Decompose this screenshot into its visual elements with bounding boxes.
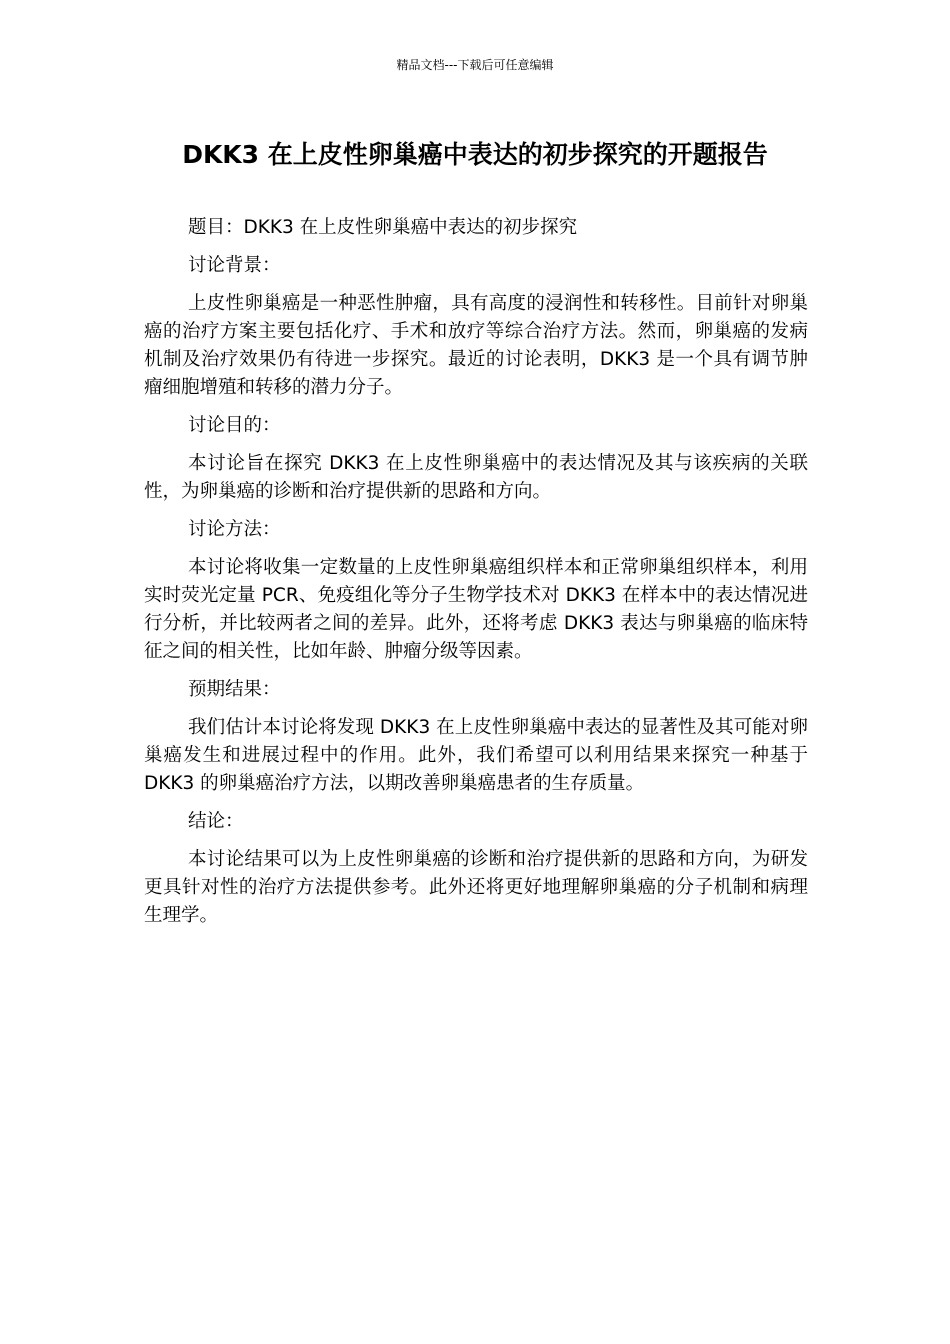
section-heading-conclusion: 结论： bbox=[188, 811, 244, 832]
section-body-purpose: 本讨论旨在探究 DKK3 在上皮性卵巢癌中的表达情况及其与该疾病的关联性，为卵巢癌的诊断和治疗提供新的思路和方向。 bbox=[144, 453, 808, 502]
section-body-conclusion: 本讨论结果可以为上皮性卵巢癌的诊断和治疗提供新的思路和方向，为研发更具针对性的治疗方法提供参考。此外还将更好地理解卵巢癌的分子机制和病理生理学。 bbox=[144, 849, 808, 926]
section-body-methods: 本讨论将收集一定数量的上皮性卵巢癌组织样本和正常卵巢组织样本，利用实时荧光定量 PCR、免疫组化等分子生物学技术对 DKK3 在样本中的表达情况进行分析，并比较两者之间的差异。此外，还将考虑 DKK3 表达与卵巢癌的临床特征之间的相关性，比如年龄、肿瘤分级等因素。 bbox=[144, 557, 808, 662]
section-heading-background: 讨论背景： bbox=[188, 255, 281, 276]
document-body bbox=[144, 214, 808, 940]
subject-line: 题目：DKK3 在上皮性卵巢癌中表达的初步探究 bbox=[188, 217, 578, 238]
section-heading-methods: 讨论方法： bbox=[188, 519, 281, 540]
section-body-background: 上皮性卵巢癌是一种恶性肿瘤，具有高度的浸润性和转移性。目前针对卵巢癌的治疗方案主要包括化疗、手术和放疗等综合治疗方法。然而，卵巢癌的发病机制及治疗效果仍有待进一步探究。最近的讨论表明，DKK3 是一个具有调节肿瘤细胞增殖和转移的潜力分子。 bbox=[144, 293, 808, 398]
document-title: DKK3 在上皮性卵巢癌中表达的初步探究的开题报告 bbox=[182, 140, 768, 169]
header-note: 精品文档---下载后可任意编辑 bbox=[396, 58, 554, 72]
section-body-expected-results: 我们估计本讨论将发现 DKK3 在上皮性卵巢癌中表达的显著性及其可能对卵巢癌发生和进展过程中的作用。此外，我们希望可以利用结果来探究一种基于 DKK3 的卵巢癌治疗方法，以期改善卵巢癌患者的生存质量。 bbox=[144, 717, 808, 794]
section-heading-expected-results: 预期结果： bbox=[188, 679, 281, 700]
section-heading-purpose: 讨论目的： bbox=[188, 415, 281, 436]
